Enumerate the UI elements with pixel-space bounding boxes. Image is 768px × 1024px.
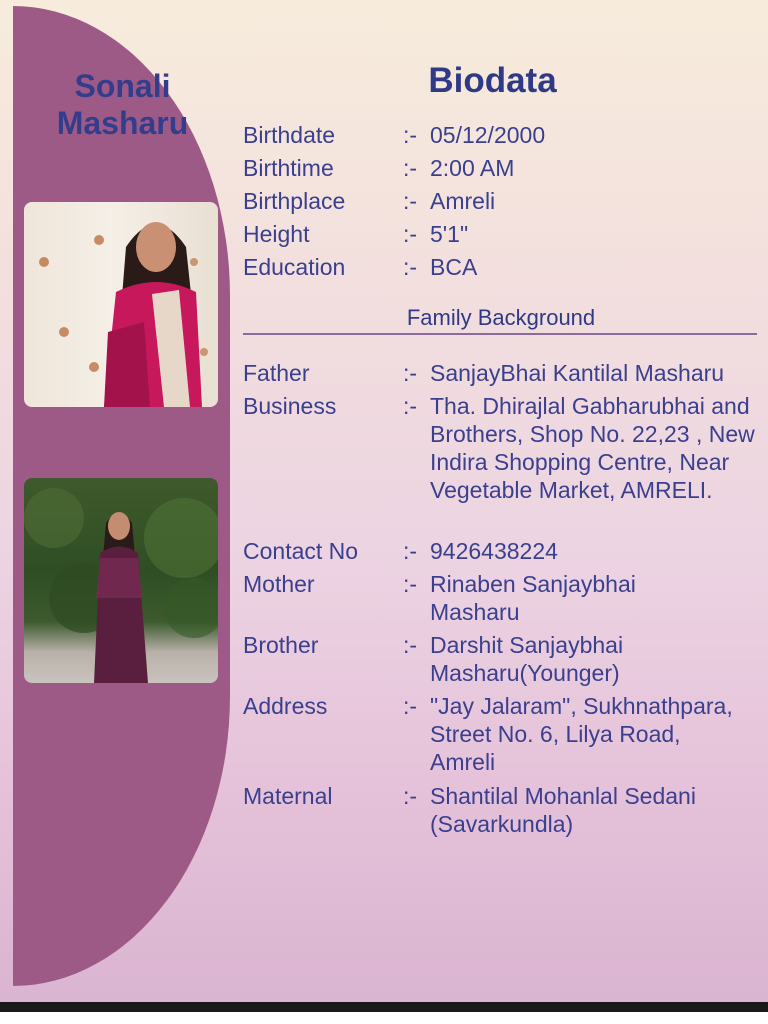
row-separator: :- (403, 155, 418, 181)
row-value: Amreli (430, 188, 496, 214)
row-label: Birthdate (243, 122, 336, 148)
row-value: 9426438224 (430, 538, 558, 564)
row-label: Height (243, 221, 310, 247)
profile-photo-1 (24, 202, 218, 407)
row-value: Darshit Sanjaybhai Masharu(Younger) (430, 632, 624, 686)
bottom-bar (0, 1002, 768, 1024)
row-value: Shantilal Mohanlal Sedani (Savarkundla) (430, 783, 696, 837)
row-separator: :- (403, 571, 418, 597)
row-value: SanjayBhai Kantilal Masharu (430, 360, 725, 386)
row-label: Birthtime (243, 155, 334, 181)
row-separator: :- (403, 122, 418, 148)
row-value: 2:00 AM (430, 155, 515, 181)
row-separator: :- (403, 632, 418, 658)
row-label: Address (243, 693, 328, 719)
row-separator: :- (403, 538, 418, 564)
last-name: Masharu (56, 105, 189, 141)
section-heading-family: Family Background (406, 305, 596, 330)
row-separator: :- (403, 188, 418, 214)
row-label: Father (243, 360, 310, 386)
row-label: Brother (243, 632, 319, 658)
row-value: Tha. Dhirajlal Gabharubhai and Brothers, Shop No. 22,23 , New Indira Shopping Centre, Near Vegetable Market, AMRELI. (430, 393, 755, 503)
row-label: Maternal (243, 783, 333, 809)
row-value: "Jay Jalaram", Sukhnathpara, Street No. 6, Lilya Road, Amreli (430, 693, 733, 775)
row-value: 5'1" (430, 221, 469, 247)
row-separator: :- (403, 693, 418, 719)
page-title: Biodata (428, 61, 557, 100)
row-separator: :- (403, 393, 418, 419)
row-label: Education (243, 254, 346, 280)
row-label: Mother (243, 571, 315, 597)
row-label: Business (243, 393, 337, 419)
section-divider (243, 333, 757, 335)
first-name: Sonali (74, 68, 171, 104)
row-separator: :- (403, 360, 418, 386)
row-separator: :- (403, 783, 418, 809)
row-separator: :- (403, 221, 418, 247)
profile-photo-2 (24, 478, 218, 683)
row-separator: :- (403, 254, 418, 280)
row-label: Birthplace (243, 188, 346, 214)
row-value: BCA (430, 254, 478, 280)
row-value: Rinaben Sanjaybhai Masharu (430, 571, 636, 625)
profile-name (20, 68, 225, 142)
row-label: Contact No (243, 538, 359, 564)
row-value: 05/12/2000 (430, 122, 546, 148)
